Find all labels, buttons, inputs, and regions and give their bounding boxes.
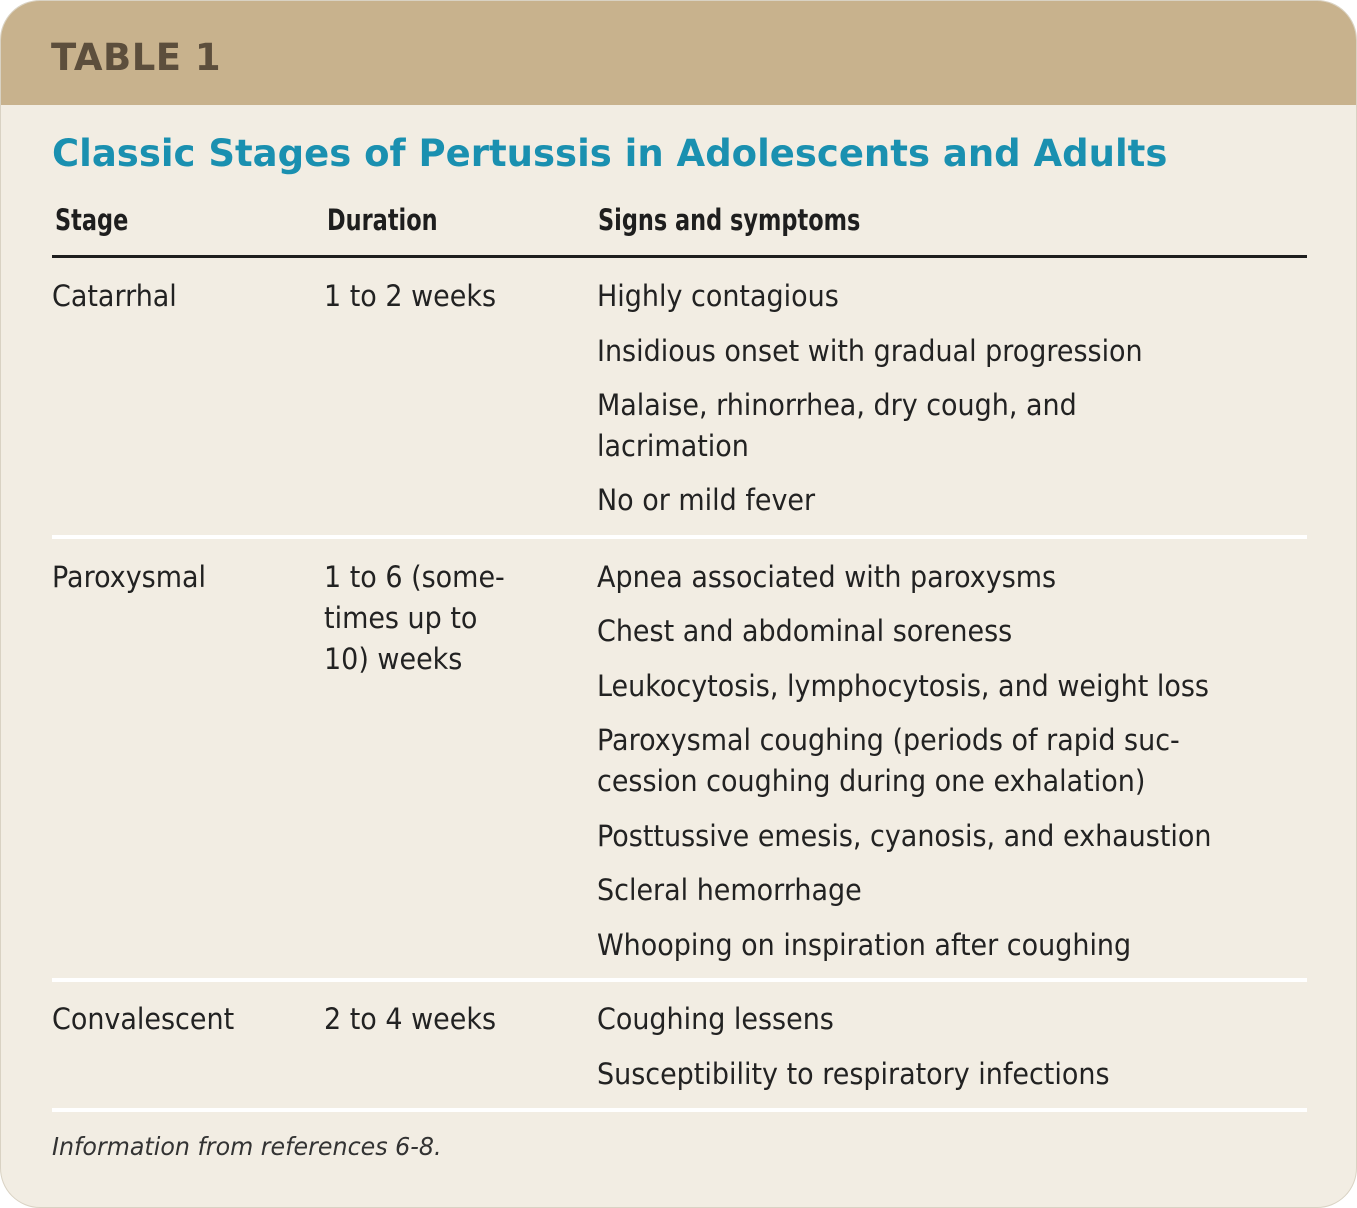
cell-stage-catarrhal: Catarrhal: [52, 279, 177, 313]
symptom-item-continuation: cession coughing during one exhalation): [597, 764, 1146, 798]
symptom-item: Coughing lessens: [597, 1002, 834, 1036]
table-footnote: Information from references 6-8.: [52, 1132, 442, 1161]
symptom-item: Insidious onset with gradual progression: [597, 334, 1143, 368]
symptom-item-continuation: lacrimation: [597, 429, 749, 463]
symptom-item: Scleral hemorrhage: [597, 873, 862, 907]
cell-stage-convalescent: Convalescent: [52, 1002, 235, 1036]
column-header-duration: Duration: [327, 203, 438, 237]
table-bottom-rule: [52, 1108, 1307, 1112]
cell-duration-catarrhal: 1 to 2 weeks: [324, 279, 497, 313]
symptom-item: Apnea associated with paroxysms: [597, 560, 1057, 594]
table-title: Classic Stages of Pertussis in Adolescents and Adults: [52, 132, 1168, 175]
symptom-item: Highly contagious: [597, 279, 839, 313]
symptom-item: Paroxysmal coughing (periods of rapid suc-: [597, 723, 1180, 757]
row-divider: [52, 978, 1307, 982]
cell-duration-paroxysmal: 1 to 6 (some-: [324, 560, 505, 594]
row-divider: [52, 535, 1307, 539]
cell-duration-paroxysmal-line2: times up to: [324, 601, 478, 635]
symptom-item: Posttussive emesis, cyanosis, and exhaustion: [597, 819, 1212, 853]
symptom-item: Susceptibility to respiratory infections: [597, 1057, 1110, 1091]
cell-stage-paroxysmal: Paroxysmal: [52, 560, 207, 594]
header-rule: [52, 255, 1307, 258]
symptom-item: Leukocytosis, lymphocytosis, and weight loss: [597, 669, 1209, 703]
symptom-item: Chest and abdominal soreness: [597, 614, 1013, 648]
table-number-label: TABLE 1: [51, 36, 222, 79]
column-header-signs: Signs and symptoms: [598, 203, 861, 237]
column-header-stage: Stage: [55, 203, 129, 237]
cell-duration-paroxysmal-line3: 10) weeks: [324, 642, 463, 676]
symptom-item: No or mild fever: [597, 483, 816, 517]
symptom-item: Whooping on inspiration after coughing: [597, 928, 1132, 962]
cell-duration-convalescent: 2 to 4 weeks: [324, 1002, 497, 1036]
symptom-item: Malaise, rhinorrhea, dry cough, and: [597, 388, 1077, 422]
table-banner: [1, 1, 1356, 105]
